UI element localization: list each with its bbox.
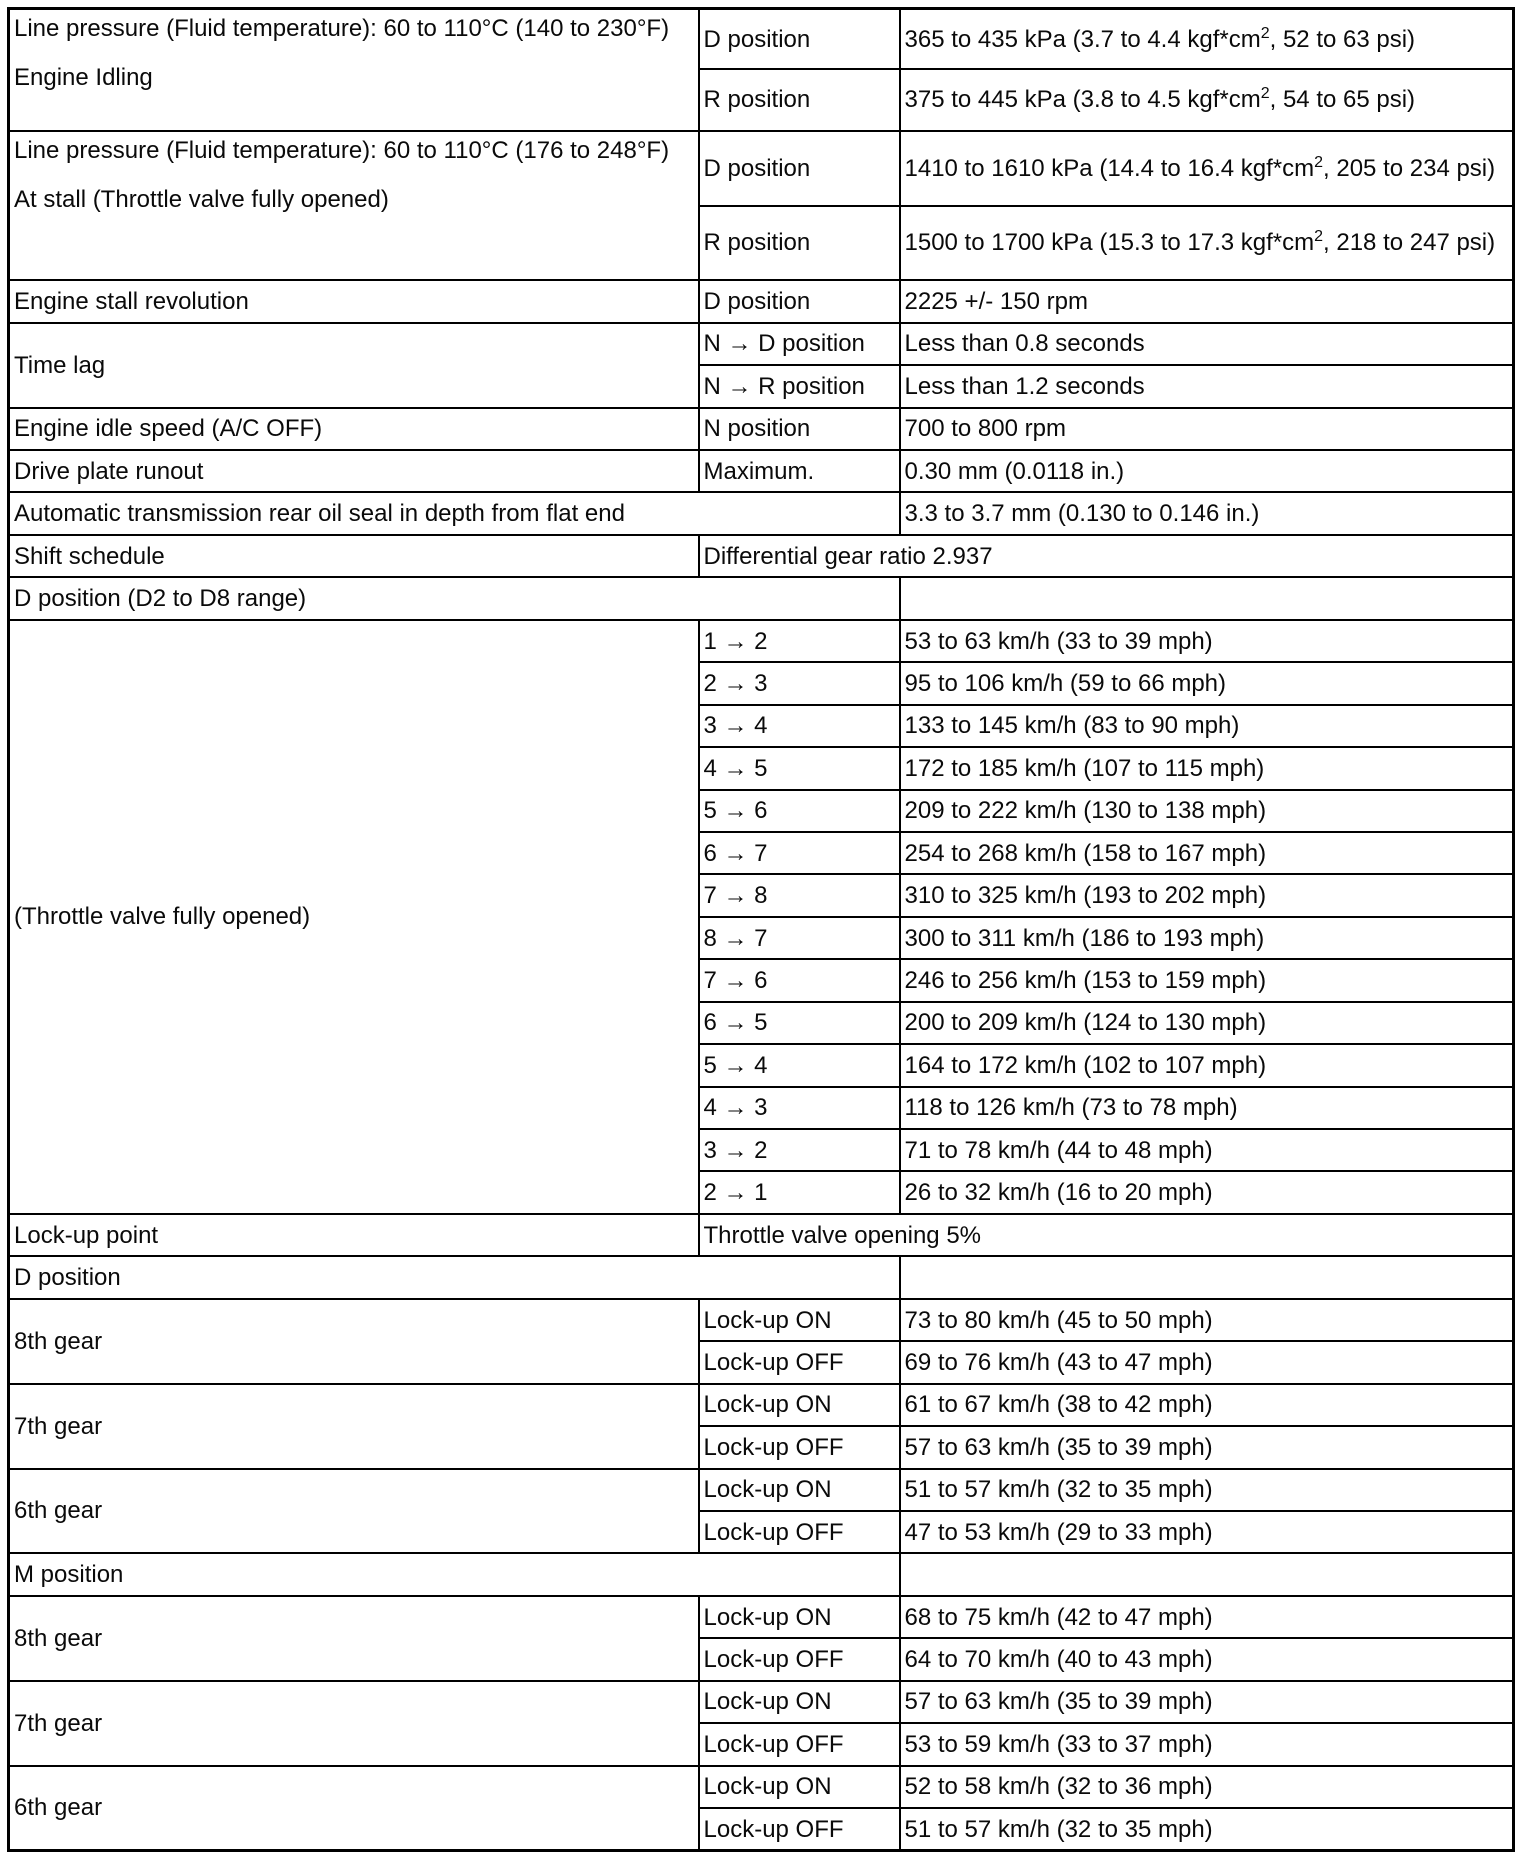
- shift-cell: 3 → 2: [699, 1129, 900, 1171]
- speed-cell: 95 to 106 km/h (59 to 66 mph): [900, 662, 1514, 704]
- row-label: Lock-up point: [9, 1214, 699, 1256]
- value-cell: 3.3 to 3.7 mm (0.130 to 0.146 in.): [900, 492, 1514, 534]
- shift-cell: 6 → 5: [699, 1002, 900, 1044]
- value-cell: 1500 to 1700 kPa (15.3 to 17.3 $kgf*cm^2$, 218 to 247 psi): [900, 206, 1514, 281]
- position-cell: N → D position: [699, 323, 900, 365]
- speed-cell: 61 to 67 km/h (38 to 42 mph): [900, 1384, 1514, 1426]
- speed-cell: 300 to 311 km/h (186 to 193 mph): [900, 917, 1514, 959]
- table-row: [9, 9, 1514, 70]
- speed-cell: 68 to 75 km/h (42 to 47 mph): [900, 1596, 1514, 1638]
- table-row: [9, 323, 1514, 365]
- speed-cell: 51 to 57 km/h (32 to 35 mph): [900, 1469, 1514, 1511]
- speed-cell: 69 to 76 km/h (43 to 47 mph): [900, 1341, 1514, 1383]
- line-pressure-stall-label: Line pressure (Fluid temperature): 60 to 110°C (176 to 248°F) At stall (Throttle valve fully opened): [9, 131, 699, 281]
- table-row: [9, 1214, 1514, 1256]
- value-cell: 700 to 800 rpm: [900, 408, 1514, 450]
- gear-label: 8th gear: [9, 1299, 699, 1384]
- gear-label: 6th gear: [9, 1766, 699, 1851]
- position-cell: N position: [699, 408, 900, 450]
- shift-cell: 5 → 4: [699, 1044, 900, 1086]
- table-row: [9, 1299, 1514, 1341]
- table-row: [9, 1681, 1514, 1723]
- speed-cell: 53 to 63 km/h (33 to 39 mph): [900, 620, 1514, 662]
- table-row: [9, 131, 1514, 206]
- lockup-state: Lock-up ON: [699, 1681, 900, 1723]
- speed-cell: 53 to 59 km/h (33 to 37 mph): [900, 1723, 1514, 1765]
- table-row: [9, 1596, 1514, 1638]
- position-cell: D position: [699, 131, 900, 206]
- table-row: [9, 577, 1514, 619]
- section-header: D position (D2 to D8 range): [9, 577, 900, 619]
- table-row: [9, 492, 1514, 534]
- shift-cell: 1 → 2: [699, 620, 900, 662]
- position-cell: D position: [699, 280, 900, 322]
- value-cell: Less than 0.8 seconds: [900, 323, 1514, 365]
- shift-cell: 4 → 5: [699, 747, 900, 789]
- shift-cell: 5 → 6: [699, 790, 900, 832]
- shift-cell: 7 → 6: [699, 959, 900, 1001]
- gear-label: 8th gear: [9, 1596, 699, 1681]
- speed-cell: 164 to 172 km/h (102 to 107 mph): [900, 1044, 1514, 1086]
- value-cell: Throttle valve opening 5%: [699, 1214, 1514, 1256]
- value-cell: 2225 +/- 150 rpm: [900, 280, 1514, 322]
- table-row: [9, 1553, 1514, 1595]
- row-label: Drive plate runout: [9, 450, 699, 492]
- shift-cell: 7 → 8: [699, 874, 900, 916]
- speed-cell: 52 to 58 km/h (32 to 36 mph): [900, 1766, 1514, 1808]
- position-cell: R position: [699, 69, 900, 131]
- position-cell: R position: [699, 206, 900, 281]
- value-cell: 375 to 445 kPa (3.8 to 4.5 $kgf*cm^2$, 54 to 65 psi): [900, 69, 1514, 131]
- speed-cell: 254 to 268 km/h (158 to 167 mph): [900, 832, 1514, 874]
- speed-cell: 200 to 209 km/h (124 to 130 mph): [900, 1002, 1514, 1044]
- line-pressure-idle-label: Line pressure (Fluid temperature): 60 to 110°C (140 to 230°F) Engine Idling: [9, 9, 699, 131]
- value-cell: Less than 1.2 seconds: [900, 365, 1514, 407]
- speed-cell: 47 to 53 km/h (29 to 33 mph): [900, 1511, 1514, 1553]
- speed-cell: 310 to 325 km/h (193 to 202 mph): [900, 874, 1514, 916]
- value-cell: 365 to 435 kPa (3.7 to 4.4 $kgf*cm^2$, 52 to 63 psi): [900, 9, 1514, 70]
- shift-cell: 6 → 7: [699, 832, 900, 874]
- speed-cell: 133 to 145 km/h (83 to 90 mph): [900, 705, 1514, 747]
- table-row: [9, 1384, 1514, 1426]
- lockup-state: Lock-up ON: [699, 1766, 900, 1808]
- position-cell: N → R position: [699, 365, 900, 407]
- gear-label: 7th gear: [9, 1681, 699, 1766]
- row-label: Automatic transmission rear oil seal in depth from flat end: [9, 492, 900, 534]
- row-label: Engine idle speed (A/C OFF): [9, 408, 699, 450]
- empty-cell: [900, 1256, 1514, 1298]
- lockup-state: Lock-up OFF: [699, 1426, 900, 1468]
- value-cell: 1410 to 1610 kPa (14.4 to 16.4 $kgf*cm^2$, 205 to 234 psi): [900, 131, 1514, 206]
- speed-cell: 209 to 222 km/h (130 to 138 mph): [900, 790, 1514, 832]
- lockup-state: Lock-up ON: [699, 1299, 900, 1341]
- section-header: D position: [9, 1256, 900, 1298]
- lockup-state: Lock-up ON: [699, 1384, 900, 1426]
- row-label: Shift schedule: [9, 535, 699, 577]
- lockup-state: Lock-up ON: [699, 1469, 900, 1511]
- position-cell: D position: [699, 9, 900, 70]
- lockup-state: Lock-up OFF: [699, 1638, 900, 1680]
- speed-cell: 172 to 185 km/h (107 to 115 mph): [900, 747, 1514, 789]
- lockup-state: Lock-up ON: [699, 1596, 900, 1638]
- shift-cell: 2 → 1: [699, 1171, 900, 1213]
- table-row: [9, 535, 1514, 577]
- lockup-state: Lock-up OFF: [699, 1808, 900, 1850]
- table-row: [9, 408, 1514, 450]
- speed-cell: 26 to 32 km/h (16 to 20 mph): [900, 1171, 1514, 1213]
- empty-cell: [900, 1553, 1514, 1595]
- speed-cell: 118 to 126 km/h (73 to 78 mph): [900, 1087, 1514, 1129]
- specification-table: [7, 7, 1515, 1852]
- position-cell: Maximum.: [699, 450, 900, 492]
- speed-cell: 71 to 78 km/h (44 to 48 mph): [900, 1129, 1514, 1171]
- throttle-label: (Throttle valve fully opened): [9, 620, 699, 1214]
- row-label: Engine stall revolution: [9, 280, 699, 322]
- speed-cell: 57 to 63 km/h (35 to 39 mph): [900, 1426, 1514, 1468]
- table-row: [9, 280, 1514, 322]
- spec-sheet: [7, 7, 1515, 1853]
- section-header: M position: [9, 1553, 900, 1595]
- gear-label: 6th gear: [9, 1469, 699, 1554]
- gear-label: 7th gear: [9, 1384, 699, 1469]
- value-cell: Differential gear ratio 2.937: [699, 535, 1514, 577]
- table-row: [9, 1766, 1514, 1808]
- lockup-state: Lock-up OFF: [699, 1341, 900, 1383]
- shift-cell: 3 → 4: [699, 705, 900, 747]
- value-cell: 0.30 mm (0.0118 in.): [900, 450, 1514, 492]
- speed-cell: 57 to 63 km/h (35 to 39 mph): [900, 1681, 1514, 1723]
- lockup-state: Lock-up OFF: [699, 1723, 900, 1765]
- table-row: [9, 1256, 1514, 1298]
- speed-cell: 246 to 256 km/h (153 to 159 mph): [900, 959, 1514, 1001]
- speed-cell: 51 to 57 km/h (32 to 35 mph): [900, 1808, 1514, 1850]
- empty-cell: [900, 577, 1514, 619]
- shift-cell: 8 → 7: [699, 917, 900, 959]
- shift-cell: 2 → 3: [699, 662, 900, 704]
- shift-cell: 4 → 3: [699, 1087, 900, 1129]
- table-row: [9, 620, 1514, 662]
- speed-cell: 64 to 70 km/h (40 to 43 mph): [900, 1638, 1514, 1680]
- row-label: Time lag: [9, 323, 699, 408]
- lockup-state: Lock-up OFF: [699, 1511, 900, 1553]
- table-row: [9, 1469, 1514, 1511]
- table-row: [9, 450, 1514, 492]
- speed-cell: 73 to 80 km/h (45 to 50 mph): [900, 1299, 1514, 1341]
